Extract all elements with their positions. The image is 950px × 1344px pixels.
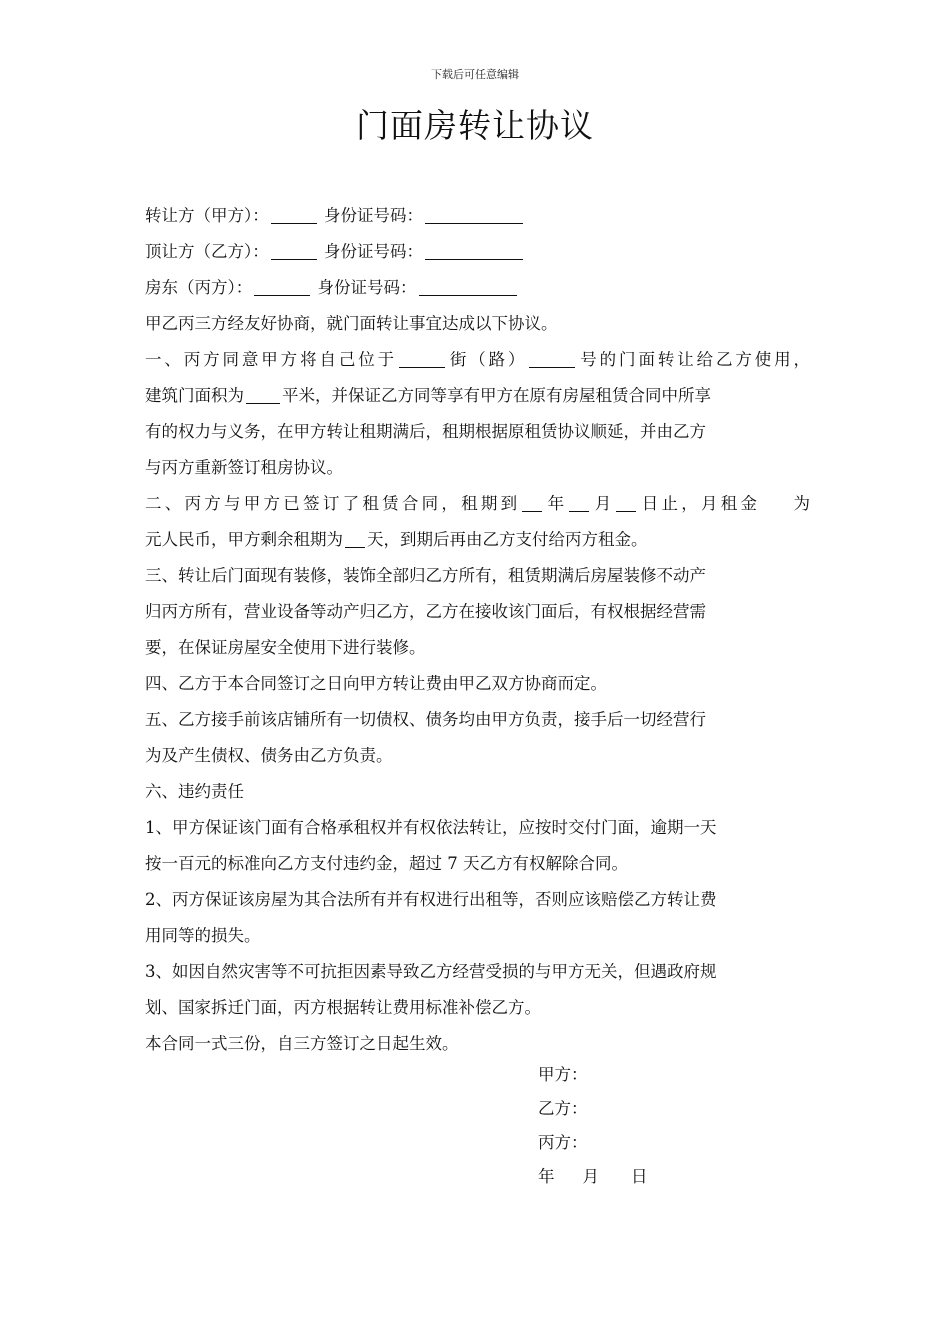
- clause1-area-text: 平米，并保证乙方同等享有甲方在原有房屋租赁合同中所享: [282, 386, 711, 405]
- party-a-line: [145, 198, 810, 234]
- clause1-line1: [145, 342, 810, 378]
- clause2-line1: [145, 486, 810, 522]
- party-a-id-blank: [425, 203, 523, 224]
- clause2-text-a: 二、丙方与甲方已签订了租赁合同，租期到: [145, 494, 521, 513]
- date-month: 月: [582, 1167, 599, 1186]
- clause1-text-c: 号的门面转让给乙方使用，: [577, 350, 811, 369]
- clause3-line2: 归丙方所有，营业设备等动产归乙方，乙方在接收该门面后，有权根据经营需: [145, 602, 706, 621]
- date-year: 年: [538, 1167, 555, 1186]
- party-a-signature: 甲方：: [538, 1065, 588, 1084]
- clause3-line3: 要，在保证房屋安全使用下进行装修。: [145, 638, 426, 657]
- clause5-line1: 五、乙方接手前该店铺所有一切债权、债务均由甲方负责，接手后一切经营行: [145, 710, 706, 729]
- clause6-title: 六、违约责任: [145, 782, 244, 801]
- clause1-text-a: 一、丙方同意甲方将自己位于: [145, 350, 397, 369]
- party-a-label: 转让方（甲方）：: [145, 206, 269, 225]
- signature-block: [538, 1058, 648, 1194]
- party-b-signature: 乙方：: [538, 1099, 588, 1118]
- street-blank: [399, 347, 445, 368]
- party-c-label: 房东（丙方）：: [145, 278, 253, 297]
- clause1-line4: 与丙方重新签订租房协议。: [145, 458, 343, 477]
- clause2-remaining-text: 天，到期后再由乙方支付给丙方租金。: [367, 530, 648, 549]
- document-body: [145, 198, 810, 1062]
- party-c-signature: 丙方：: [538, 1133, 588, 1152]
- clause2-year-label: 年: [544, 494, 568, 513]
- clause2-rent-label: 日止，月租金: [638, 494, 761, 513]
- effect-line: 本合同一式三份，自三方签订之日起生效。: [145, 1034, 459, 1053]
- remaining-days-blank: [345, 527, 365, 548]
- party-b-id-label: 身份证号码：: [324, 242, 423, 261]
- liability3-line1: 3、如因自然灾害等不可抗拒因素导致乙方经营受损的与甲方无关，但遇政府规: [145, 962, 717, 981]
- clause5-line2: 为及产生债权、债务由乙方负责。: [145, 746, 393, 765]
- clause2-wei: 为: [790, 494, 811, 513]
- party-c-name-blank: [254, 275, 310, 296]
- clause1-line2: [145, 378, 810, 414]
- clause2-line2: [145, 522, 810, 558]
- intro-line: 甲乙丙三方经友好协商，就门面转让事宜达成以下协议。: [145, 314, 558, 333]
- signature-date: [538, 1160, 648, 1194]
- party-b-line: [145, 234, 810, 270]
- liability2-line2: 用同等的损失。: [145, 926, 261, 945]
- liability3-line2: 划、国家拆迁门面，丙方根据转让费用标准补偿乙方。: [145, 998, 541, 1017]
- clause1-line3: 有的权力与义务，在甲方转让租期满后，租期根据原租赁协议顺延，并由乙方: [145, 422, 706, 441]
- clause2-month-label: 月: [591, 494, 615, 513]
- clause4-line: 四、乙方于本合同签订之日向甲方转让费由甲乙双方协商而定。: [145, 674, 607, 693]
- party-c-id-blank: [419, 275, 517, 296]
- party-b-label: 顶让方（乙方）：: [145, 242, 269, 261]
- clause2-remaining-label: 元人民币，甲方剩余租期为: [145, 530, 343, 549]
- party-b-name-blank: [271, 239, 317, 260]
- party-c-line: [145, 270, 810, 306]
- clause1-text-b: 街（路）: [446, 350, 528, 369]
- liability1-line1: 1、甲方保证该门面有合格承租权并有权依法转让，应按时交付门面，逾期一天: [145, 818, 717, 837]
- party-b-id-blank: [425, 239, 523, 260]
- number-blank: [529, 347, 575, 368]
- month-blank: [569, 491, 589, 512]
- clause1-area-label: 建筑门面积为: [145, 386, 244, 405]
- party-c-id-label: 身份证号码：: [317, 278, 417, 297]
- area-blank: [246, 383, 280, 404]
- date-day: 日: [631, 1167, 648, 1186]
- clause3-line1: 三、转让后门面现有装修，装饰全部归乙方所有，租赁期满后房屋装修不动产: [145, 566, 706, 585]
- party-a-name-blank: [271, 203, 317, 224]
- party-a-id-label: 身份证号码：: [324, 206, 423, 225]
- liability2-line1: 2、丙方保证该房屋为其合法所有并有权进行出租等，否则应该赔偿乙方转让费: [145, 890, 717, 909]
- liability1-line2: 按一百元的标准向乙方支付违约金，超过 7 天乙方有权解除合同。: [145, 854, 628, 873]
- year-blank: [522, 491, 542, 512]
- document-title: 门面房转让协议: [356, 106, 594, 145]
- day-blank: [616, 491, 636, 512]
- header-note: 下载后可任意编辑: [431, 68, 519, 81]
